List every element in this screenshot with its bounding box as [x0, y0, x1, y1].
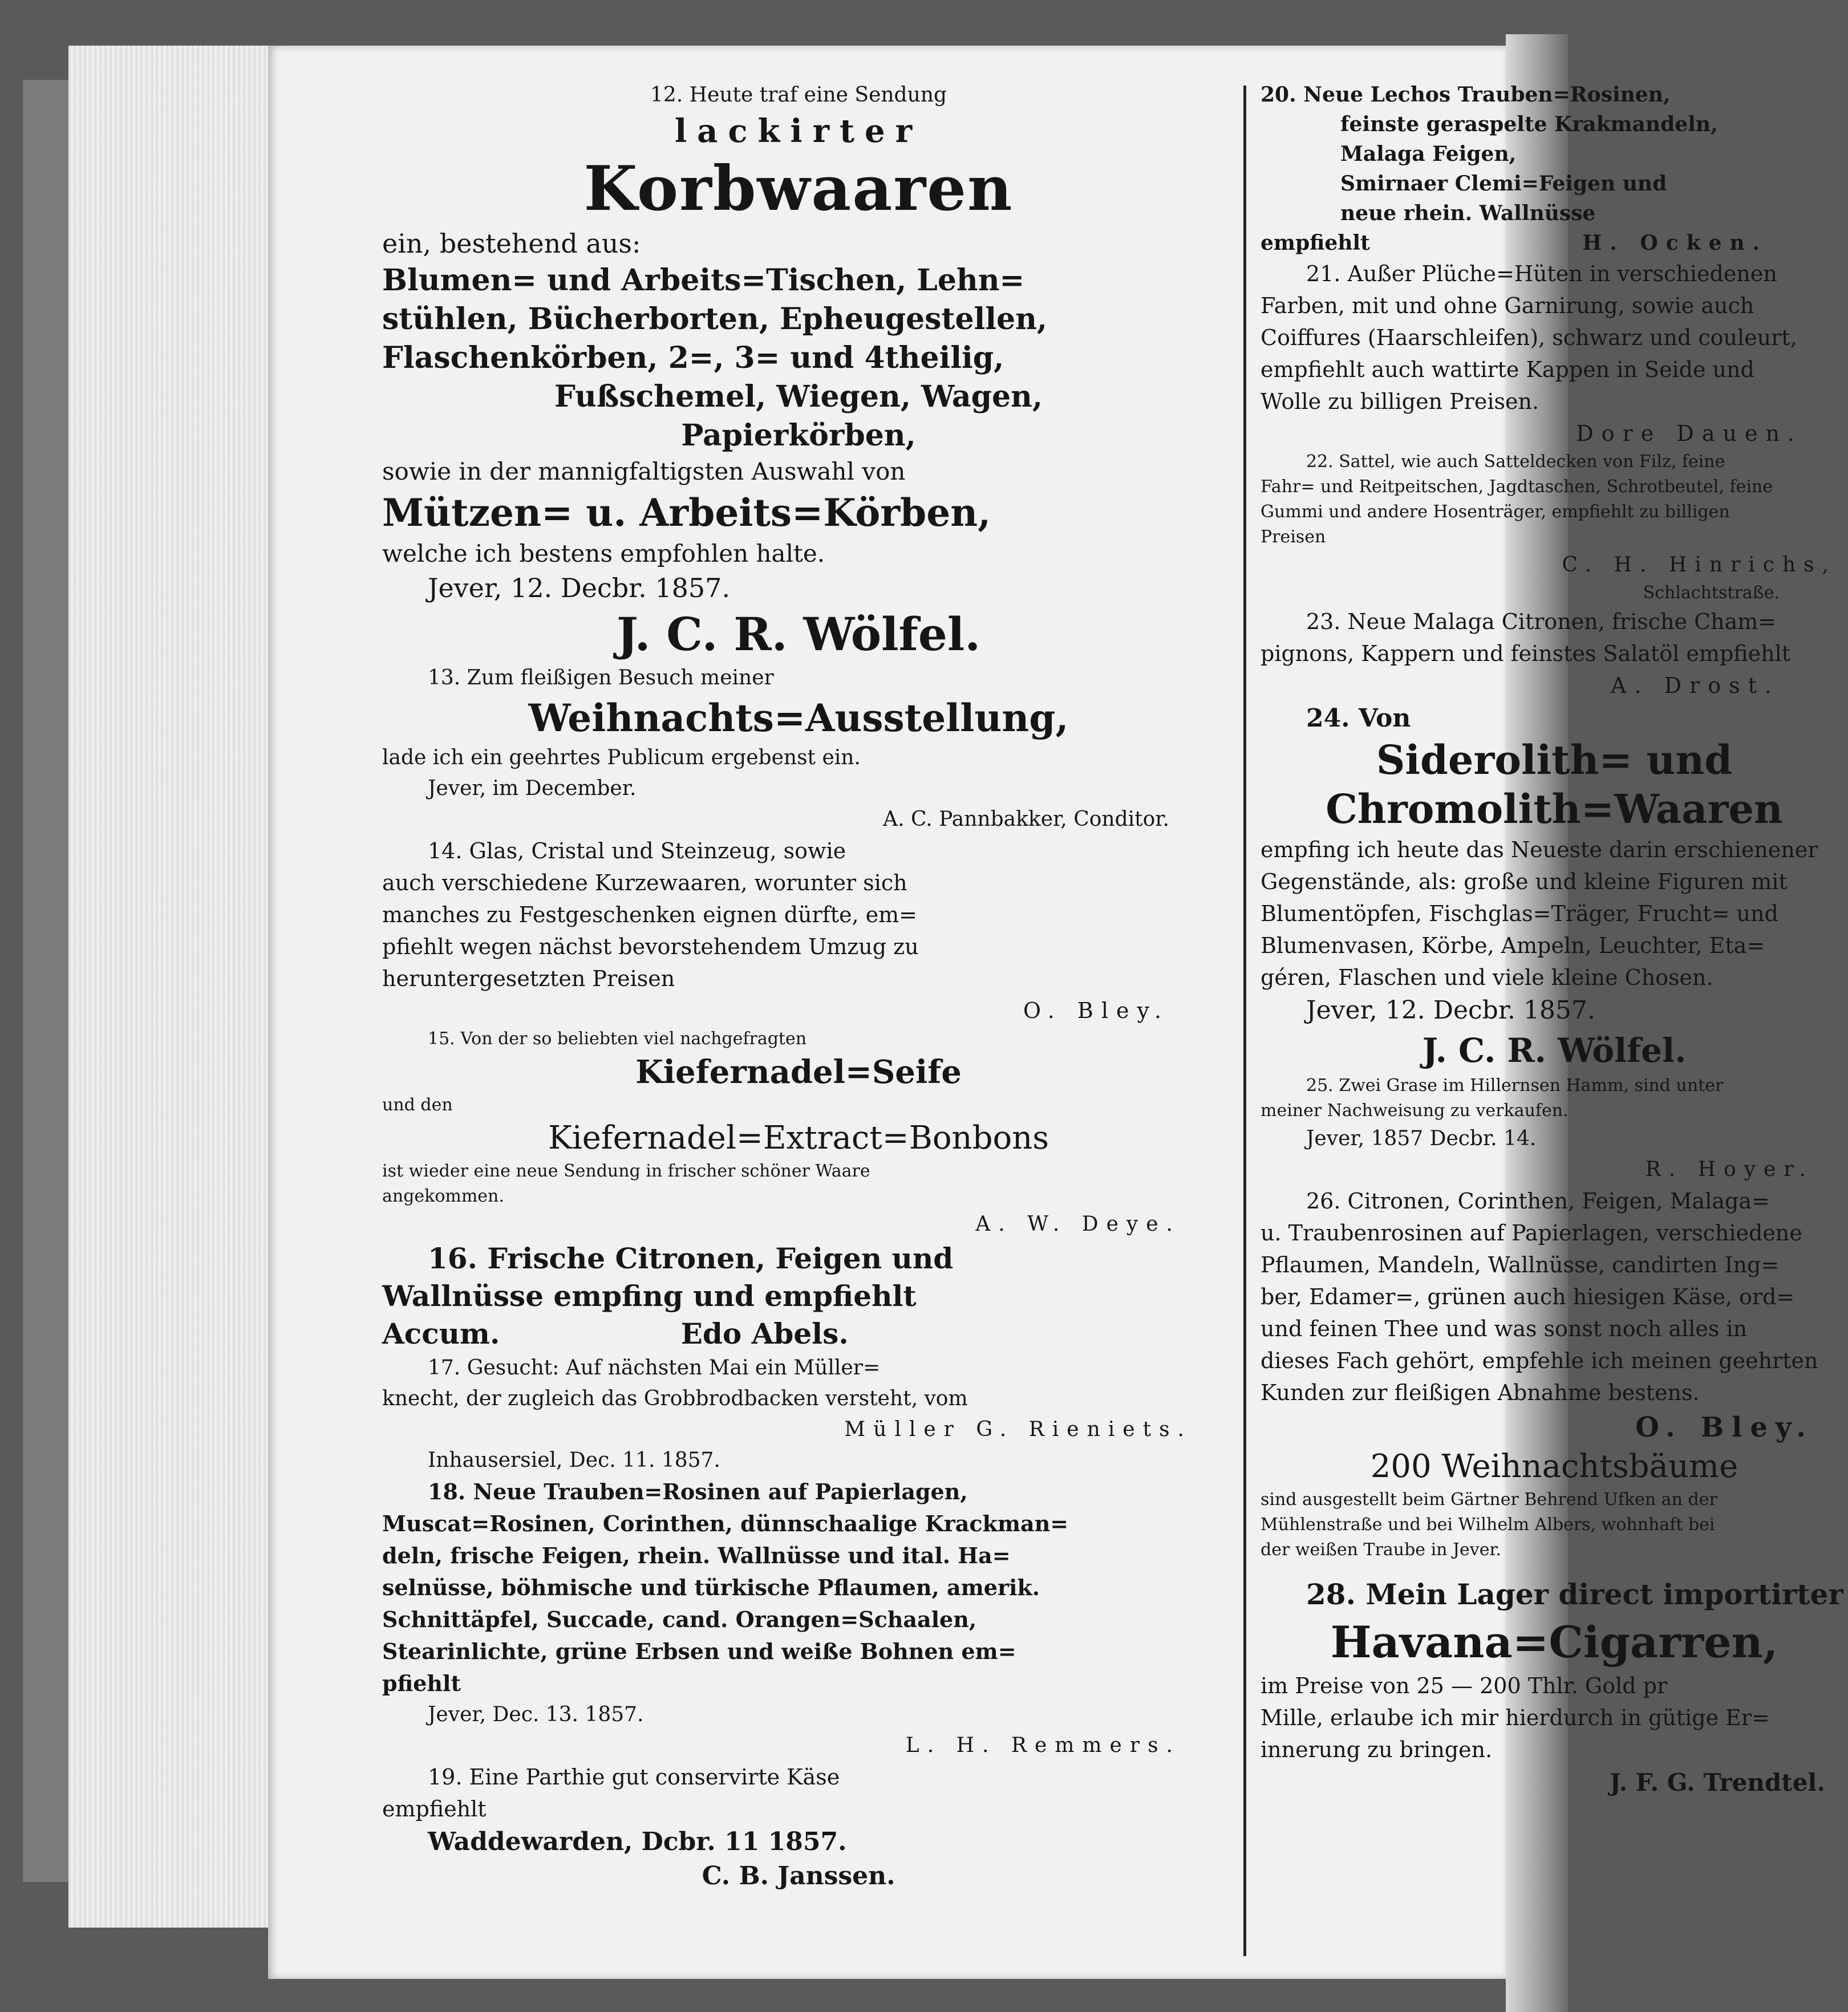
ad-18-text: Muscat=Rosinen, Corinthen, dünnschaalige Krackman= [382, 1511, 1069, 1536]
ad-15-title: Kiefernadel=Seife [635, 1053, 962, 1091]
ad-23-text: 23. Neue Malaga Citronen, frische Cham= [1306, 609, 1777, 634]
ad-28-title: Havana=Cigarren, [1330, 1617, 1778, 1668]
ad-13-text: lade ich ein geehrtes Publicum ergebenst ein. [382, 746, 861, 769]
ad-22-text: Preisen [1261, 527, 1326, 547]
ad-26-text: u. Traubenrosinen auf Papierlagen, verschiedene [1261, 1220, 1802, 1246]
ad-14-text: auch verschiedene Kurzewaaren, worunter sich [382, 870, 907, 895]
ad-18-text: Schnittäpfel, Succade, cand. Orangen=Schaalen, [382, 1607, 977, 1632]
ad-14-text: heruntergesetzten Preisen [382, 966, 675, 991]
ad-14-text: manches zu Festgeschenken eignen dürfte, em= [382, 902, 917, 927]
ad-12-text: stühlen, Bücherborten, Epheugestellen, [382, 302, 1048, 336]
ad-21-text: Wolle zu billigen Preisen. [1261, 389, 1539, 414]
ad-21-text: Farben, mit und ohne Garnirung, sowie auch [1261, 293, 1754, 318]
ad-15-signature: A. W. Deye. [975, 1212, 1181, 1236]
ad-12-text: ein, bestehend aus: [382, 228, 641, 259]
ad-15-text: 15. Von der so beliebten viel nachgefragten [428, 1029, 807, 1049]
ad-15-title: Kiefernadel=Extract=Bonbons [548, 1119, 1049, 1157]
ad-19-text: 19. Eine Parthie gut conservirte Käse [428, 1764, 840, 1790]
ad-19-date: Waddewarden, Dcbr. 11 1857. [428, 1827, 847, 1856]
ad-26-text: dieses Fach gehört, empfehle ich meinen geehrten [1261, 1348, 1818, 1373]
ad-17-signature: Müller G. Rieniets. [844, 1418, 1192, 1441]
ad-26-text: 26. Citronen, Corinthen, Feigen, Malaga= [1306, 1188, 1770, 1214]
ad-27-title: 200 Weihnachtsbäume [1370, 1448, 1738, 1485]
ad-26-text: und feinen Thee und was sonst noch alles in [1261, 1316, 1748, 1341]
ad-26-text: Kunden zur fleißigen Abnahme bestens. [1261, 1380, 1700, 1405]
ad-15-text: und den [382, 1095, 453, 1115]
ad-23-text: pignons, Kappern und feinstes Salatöl empfiehlt [1261, 641, 1791, 666]
ad-16-text: 16. Frische Citronen, Feigen und [428, 1242, 954, 1275]
ad-24-text: Gegenstände, als: große und kleine Figuren mit [1261, 869, 1788, 894]
ad-24-text: empfing ich heute das Neueste darin erschienener [1261, 837, 1818, 862]
ad-20-text: feinste geraspelte Krakmandeln, [1340, 112, 1718, 136]
ad-12-text: Flaschenkörben, 2=, 3= und 4theilig, [382, 340, 1004, 375]
ad-27-text: sind ausgestellt beim Gärtner Behrend Ufken an der [1261, 1490, 1717, 1510]
ad-26-text: ber, Edamer=, grünen auch hiesigen Käse, ord= [1261, 1284, 1795, 1309]
ad-16-place: Accum. [382, 1317, 500, 1350]
ad-16-signature: Edo Abels. [680, 1317, 849, 1350]
ad-22-signature: C. H. Hinrichs, [1562, 553, 1837, 577]
ad-20-signature: H. Ocken. [1582, 231, 1768, 255]
column-divider [1243, 86, 1246, 1956]
ad-16-text: Wallnüsse empfing und empfiehlt [382, 1279, 917, 1313]
ad-27-text: Mühlenstraße und bei Wilhelm Albers, wohnhaft bei [1261, 1515, 1715, 1535]
ad-28-text: 28. Mein Lager direct importirter [1306, 1577, 1843, 1611]
ad-24-title: Chromolith=Waaren [1326, 785, 1783, 833]
ad-24-text: géren, Flaschen und viele kleine Chosen. [1261, 965, 1713, 990]
ad-22-text: Gummi und andere Hosenträger, empfiehlt zu billigen [1261, 502, 1730, 522]
ad-16-text [382, 1315, 1215, 1353]
ad-18-text: pfiehlt [382, 1670, 461, 1696]
ad-22-text: 22. Sattel, wie auch Satteldecken von Filz, feine [1306, 452, 1725, 472]
ad-18-text: 18. Neue Trauben=Rosinen auf Papierlagen, [428, 1479, 968, 1504]
ad-28-text: innerung zu bringen. [1261, 1737, 1493, 1762]
ad-20-text: 20. Neue Lechos Trauben=Rosinen, [1261, 83, 1671, 107]
ad-18-text: Stearinlichte, grüne Erbsen und weiße Bohnen em= [382, 1638, 1016, 1664]
ad-21-text: Coiffures (Haarschleifen), schwarz und couleurt, [1261, 325, 1797, 350]
ad-14-signature: O. Bley. [1023, 998, 1169, 1023]
ad-18-text: selnüsse, böhmische und türkische Pflaumen, amerik. [382, 1575, 1040, 1600]
newspaper-page [268, 46, 1843, 1979]
ad-20-text: empfiehlt [1261, 231, 1370, 255]
ad-18-date: Jever, Dec. 13. 1857. [428, 1703, 644, 1726]
ad-12-text: welche ich bestens empfohlen halte. [382, 539, 825, 567]
ad-17-text: knecht, der zugleich das Grobbrodbacken versteht, vom [382, 1387, 968, 1410]
ad-20-line [1261, 228, 1848, 258]
ad-18-signature: L. H. Remmers. [905, 1734, 1181, 1757]
ad-25-date: Jever, 1857 Decbr. 14. [1306, 1127, 1537, 1150]
ad-26-signature: O. Bley. [1635, 1411, 1814, 1443]
ad-12-intro: 12. Heute traf eine Sendung [650, 83, 947, 107]
ad-14-text: 14. Glas, Cristal und Steinzeug, sowie [428, 838, 846, 863]
ad-24-text: 24. Von [1306, 704, 1411, 733]
ad-21-signature: Dore Dauen. [1576, 421, 1802, 446]
ad-12-date: Jever, 12. Decbr. 1857. [428, 573, 731, 603]
ad-17-text: 17. Gesucht: Auf nächsten Mai ein Müller= [428, 1356, 881, 1380]
ad-13-text: Jever, im December. [428, 777, 637, 800]
ad-14-text: pfiehlt wegen nächst bevorstehendem Umzug zu [382, 934, 919, 959]
ad-25-text: meiner Nachweisung zu verkaufen. [1261, 1101, 1569, 1121]
ad-24-text: Blumenvasen, Körbe, Ampeln, Leuchter, Eta= [1261, 933, 1765, 958]
ad-13-text: 13. Zum fleißigen Besuch meiner [428, 666, 774, 689]
ad-26-text: Pflaumen, Mandeln, Wallnüsse, candirten Ing= [1261, 1252, 1780, 1277]
ad-25-text: 25. Zwei Grase im Hillernsen Hamm, sind unter [1306, 1076, 1724, 1096]
ad-23-signature: A. Drost. [1611, 673, 1780, 698]
ad-20-text: Malaga Feigen, [1340, 142, 1517, 166]
ad-12-subtitle: lackirter [674, 112, 923, 150]
ad-12-text: Mützen= u. Arbeits=Körben, [382, 490, 991, 535]
right-column [1261, 80, 1848, 1800]
ad-17-date: Inhausersiel, Dec. 11. 1857. [428, 1449, 720, 1472]
ad-24-text: Blumentöpfen, Fischglas=Träger, Frucht= und [1261, 901, 1778, 926]
ad-24-title: Siderolith= und [1376, 736, 1733, 784]
ad-12-title: Korbwaaren [583, 153, 1014, 225]
book-page-edges [68, 46, 281, 1928]
ad-12-text: sowie in der mannigfaltigsten Auswahl von [382, 457, 906, 485]
ad-22-address: Schlachtstraße. [1643, 583, 1780, 603]
ad-24-date: Jever, 12. Decbr. 1857. [1306, 996, 1595, 1025]
ad-28-text: im Preise von 25 — 200 Thlr. Gold pr [1261, 1673, 1668, 1698]
ad-20-text: Smirnaer Clemi=Feigen und [1340, 172, 1667, 196]
ad-22-text: Fahr= und Reitpeitschen, Jagdtaschen, Schrotbeutel, feine [1261, 477, 1773, 497]
ad-12-text: Fußschemel, Wiegen, Wagen, [554, 379, 1043, 414]
ad-25-signature: R. Hoyer. [1645, 1158, 1814, 1181]
ad-12-text: Papierkörben, [681, 418, 916, 453]
ad-28-text: Mille, erlaube ich mir hierdurch in gütige Er= [1261, 1705, 1770, 1730]
ad-19-signature: C. B. Janssen. [702, 1861, 895, 1891]
ad-12-text: Blumen= und Arbeits=Tischen, Lehn= [382, 263, 1025, 298]
book-cover-edge [23, 80, 75, 1882]
ad-18-text: deln, frische Feigen, rhein. Wallnüsse und ital. Ha= [382, 1543, 1011, 1568]
ad-20-text: neue rhein. Wallnüsse [1340, 201, 1596, 225]
ad-27-text: der weißen Traube in Jever. [1261, 1540, 1502, 1560]
ad-28-signature: J. F. G. Trendtel. [1610, 1768, 1825, 1796]
ad-13-signature: A. C. Pannbakker, Conditor. [883, 808, 1169, 831]
left-column [382, 80, 1215, 1893]
ad-24-signature: J. C. R. Wölfel. [1422, 1031, 1687, 1070]
ad-21-text: 21. Außer Plüche=Hüten in verschiedenen [1306, 261, 1777, 286]
ad-15-text: ist wieder eine neue Sendung in frischer schöner Waare [382, 1161, 870, 1181]
ad-19-text: empfiehlt [382, 1796, 487, 1822]
ad-15-text: angekommen. [382, 1186, 504, 1206]
ad-21-text: empfiehlt auch wattirte Kappen in Seide und [1261, 357, 1754, 382]
ad-12-signature: J. C. R. Wölfel. [616, 607, 981, 661]
ad-13-title: Weihnachts=Ausstellung, [528, 696, 1069, 740]
